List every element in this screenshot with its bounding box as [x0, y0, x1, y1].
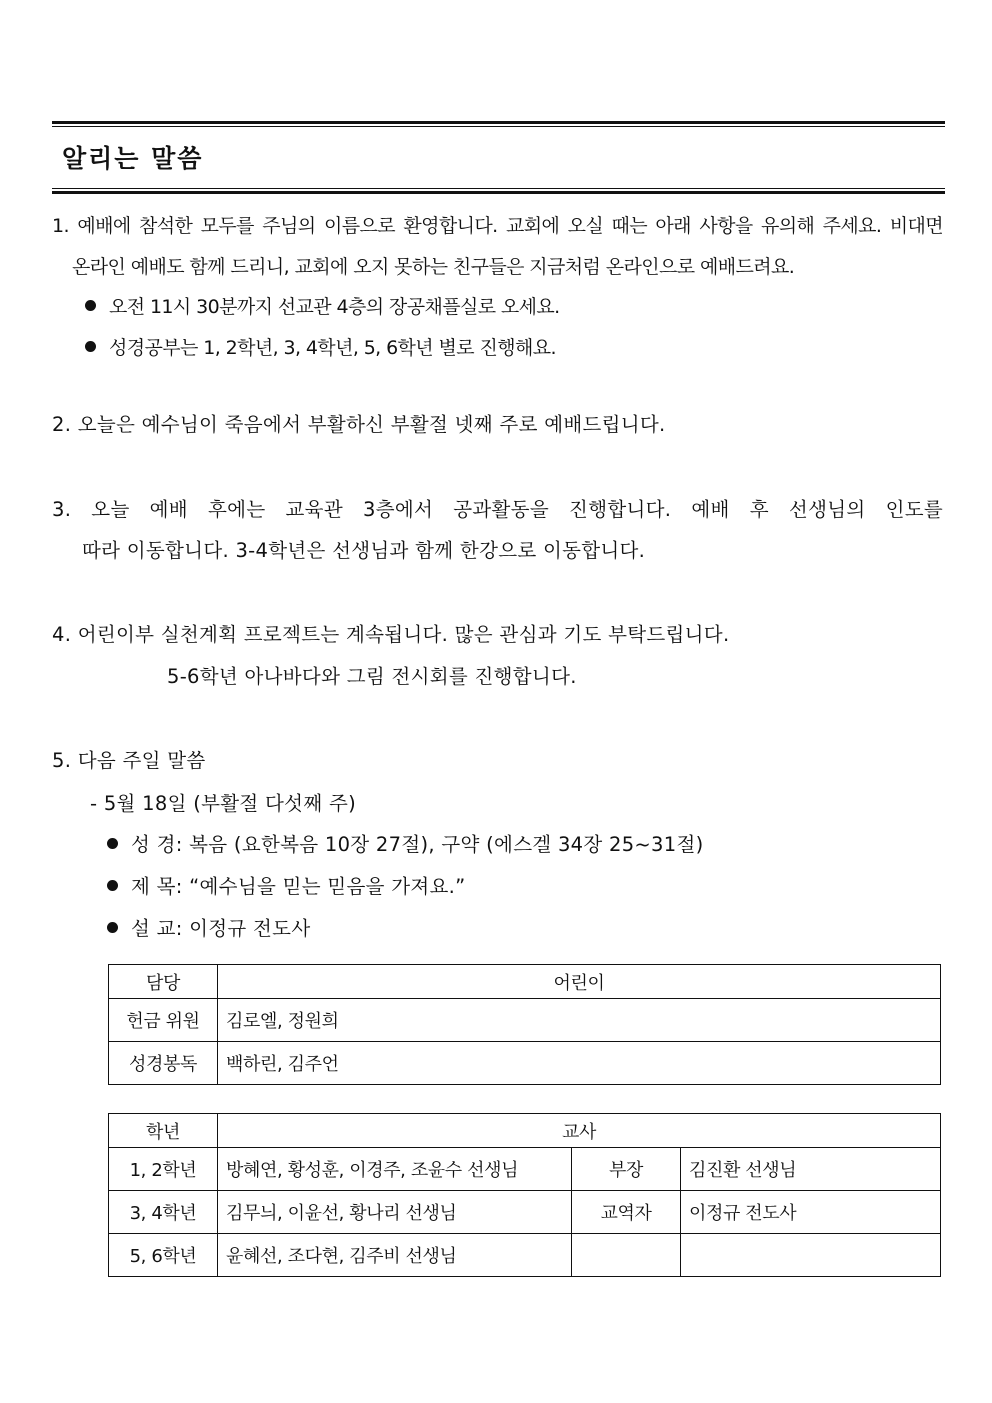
page-title: 알리는 말씀: [62, 144, 204, 173]
top-rule-thick: [52, 121, 945, 124]
staff-name-cell: 김진환 선생님: [681, 1148, 941, 1191]
grade-cell: 3, 4학년: [109, 1191, 218, 1234]
table-row: [109, 1148, 941, 1191]
item-1-bullet-2: 성경공부는 1, 2학년, 3, 4학년, 5, 6학년 별로 진행해요.: [85, 335, 556, 361]
title-rule-thick: [52, 191, 945, 194]
item-1-line-1: 1. 예배에 참석한 모두를 주님의 이름으로 환영합니다. 교회에 오실 때는 아래 사항을 유의해 주세요. 비대면: [52, 215, 943, 237]
item-1-bullet-1: 오전 11시 30분까지 선교관 4층의 장공채플실로 오세요.: [85, 294, 560, 320]
staff-name-cell: 이정규 전도사: [681, 1191, 941, 1234]
item-5-heading: 5. 다음 주일 말씀: [52, 749, 206, 772]
next-sunday-date: - 5월 18일 (부활절 다섯째 주): [90, 792, 356, 815]
duty-role-cell: 헌금 위원: [109, 999, 218, 1042]
duty-header-role: 담당: [109, 965, 218, 999]
item-2: 2. 오늘은 예수님이 죽음에서 부활하신 부활절 넷째 주로 예배드립니다.: [52, 413, 666, 436]
table-row: [109, 1042, 941, 1085]
teacher-header-teachers: 교사: [218, 1114, 941, 1148]
staff-name-cell: [681, 1234, 941, 1277]
duty-names-cell: 백하린, 김주언: [218, 1042, 941, 1085]
staff-role-cell: [572, 1234, 681, 1277]
grade-cell: 5, 6학년: [109, 1234, 218, 1277]
table-row: [109, 1191, 941, 1234]
item-4-line-1: 4. 어린이부 실천계획 프로젝트는 계속됩니다. 많은 관심과 기도 부탁드립니다.: [52, 623, 730, 646]
teachers-cell: 방혜연, 황성훈, 이경주, 조윤수 선생님: [218, 1148, 572, 1191]
teachers-cell: 김무늬, 이윤선, 황나리 선생님: [218, 1191, 572, 1234]
staff-role-cell: 부장: [572, 1148, 681, 1191]
staff-role-cell: 교역자: [572, 1191, 681, 1234]
duty-header-children: 어린이: [218, 965, 941, 999]
next-sunday-scripture: 성 경: 복음 (요한복음 10장 27절), 구약 (에스겔 34장 25~31절): [107, 832, 704, 858]
teacher-table: [108, 1113, 941, 1277]
teacher-header-grade: 학년: [109, 1114, 218, 1148]
duty-table: [108, 964, 941, 1085]
duty-names-cell: 김로엘, 정원희: [218, 999, 941, 1042]
item-4-line-2: 5-6학년 아나바다와 그림 전시회를 진행합니다.: [167, 665, 577, 688]
next-sunday-preacher: 설 교: 이정규 전도사: [107, 916, 310, 942]
table-row: [109, 999, 941, 1042]
item-1-line-2: 온라인 예배도 함께 드리니, 교회에 오지 못하는 친구들은 지금처럼 온라인으로 예배드려요.: [72, 256, 795, 278]
table-row: [109, 1234, 941, 1277]
duty-role-cell: 성경봉독: [109, 1042, 218, 1085]
title-rule-thin: [52, 188, 945, 189]
next-sunday-subject: 제 목: “예수님을 믿는 믿음을 가져요.”: [107, 874, 466, 900]
grade-cell: 1, 2학년: [109, 1148, 218, 1191]
item-3-line-2: 따라 이동합니다. 3-4학년은 선생님과 함께 한강으로 이동합니다.: [82, 539, 646, 562]
teachers-cell: 윤혜선, 조다현, 김주비 선생님: [218, 1234, 572, 1277]
teacher-table-header: [109, 1114, 941, 1148]
duty-table-header: [109, 965, 941, 999]
top-rule-thin: [52, 126, 945, 127]
item-3-line-1: 3. 오늘 예배 후에는 교육관 3층에서 공과활동을 진행합니다. 예배 후 선생님의 인도를: [52, 498, 943, 521]
